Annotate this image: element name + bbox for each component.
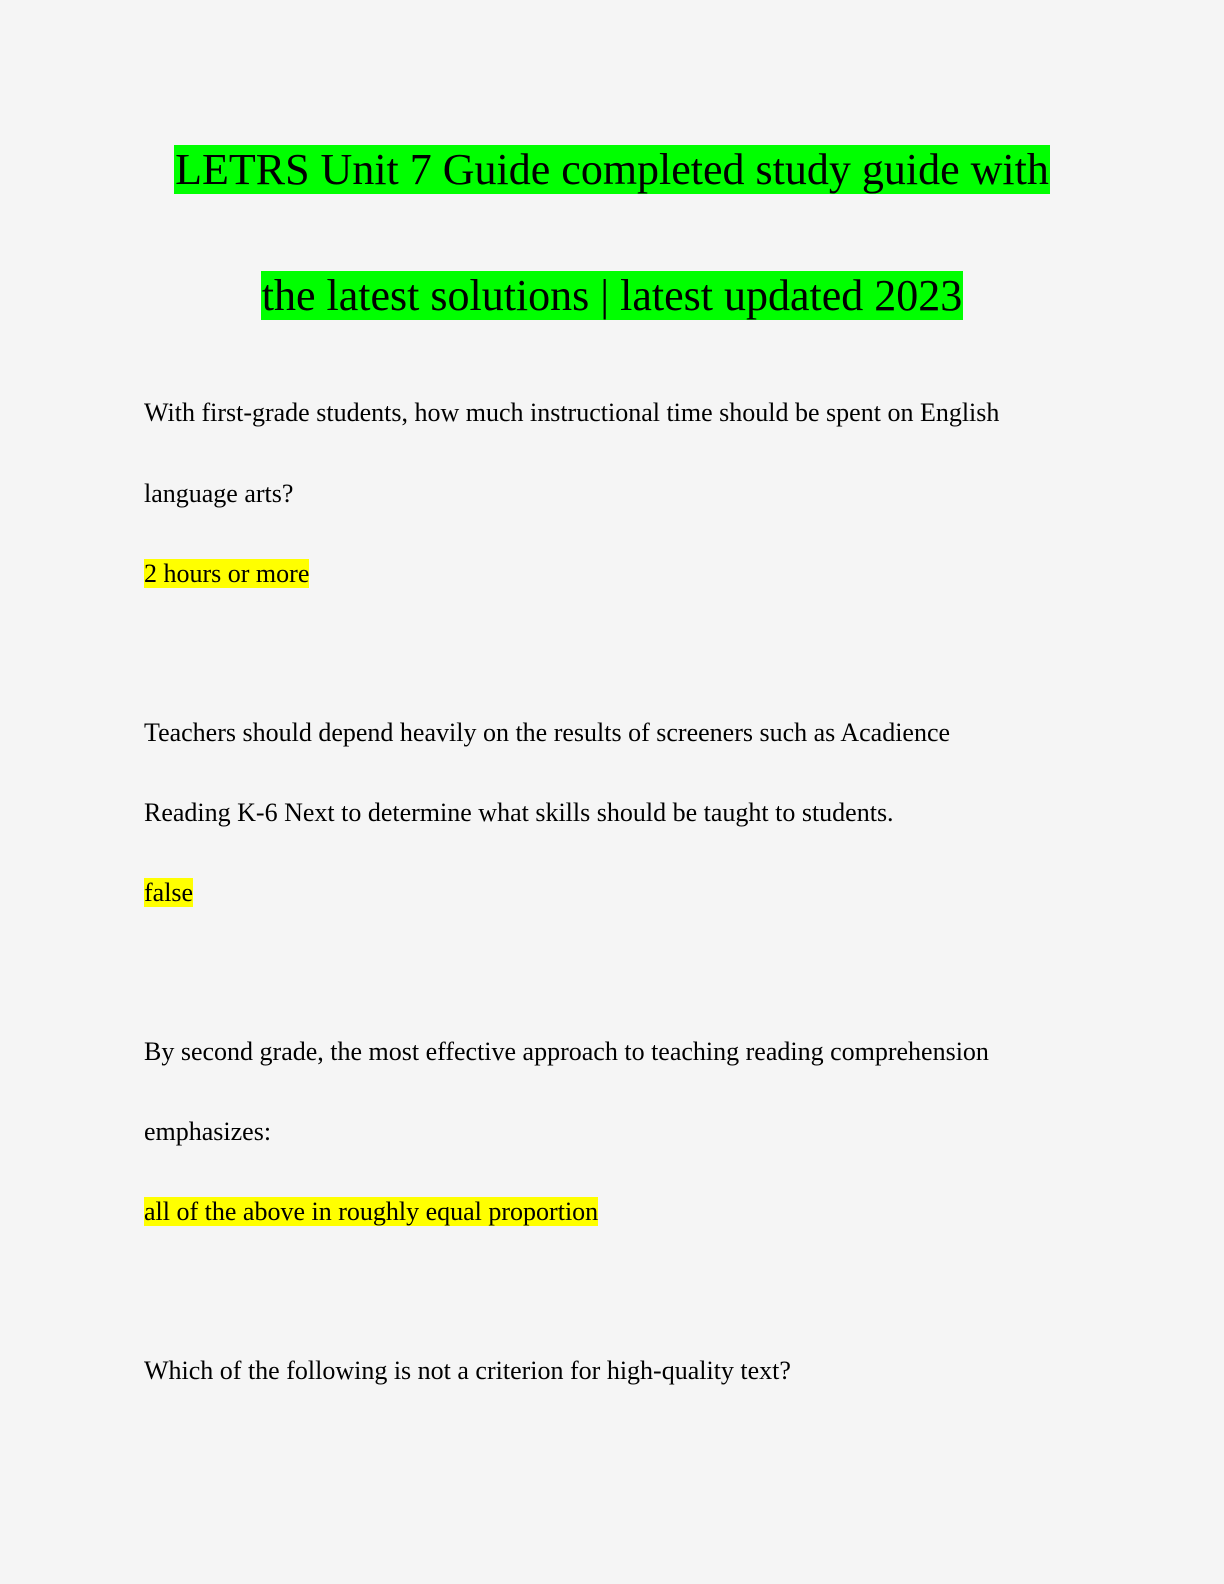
answer-3-highlight: all of the above in roughly equal proportion — [144, 1197, 599, 1226]
question-2-line-1: Teachers should depend heavily on the results of screeners such as Acadience — [144, 718, 951, 747]
question-1-line-1: With first-grade students, how much instructional time should be spent on English — [144, 398, 1000, 427]
answer-2 — [144, 877, 193, 909]
question-3-line-1: By second grade, the most effective approach to teaching reading comprehension — [144, 1037, 989, 1066]
answer-1 — [144, 558, 309, 590]
answer-2-highlight: false — [144, 878, 194, 907]
answer-3 — [144, 1196, 598, 1228]
answer-1-highlight: 2 hours or more — [144, 559, 310, 588]
title-highlight-2: the latest solutions | latest updated 2023 — [261, 271, 963, 320]
document-title-line-2 — [0, 271, 1224, 321]
document-title-line-1 — [0, 145, 1224, 195]
title-highlight-1: LETRS Unit 7 Guide completed study guide with — [175, 145, 1049, 194]
question-3-line-2: emphasizes: — [144, 1117, 272, 1146]
question-2-line-2: Reading K-6 Next to determine what skills should be taught to students. — [144, 798, 894, 827]
question-4-line-1: Which of the following is not a criterion for high-quality text? — [144, 1356, 791, 1385]
question-1-line-2: language arts? — [144, 479, 294, 508]
